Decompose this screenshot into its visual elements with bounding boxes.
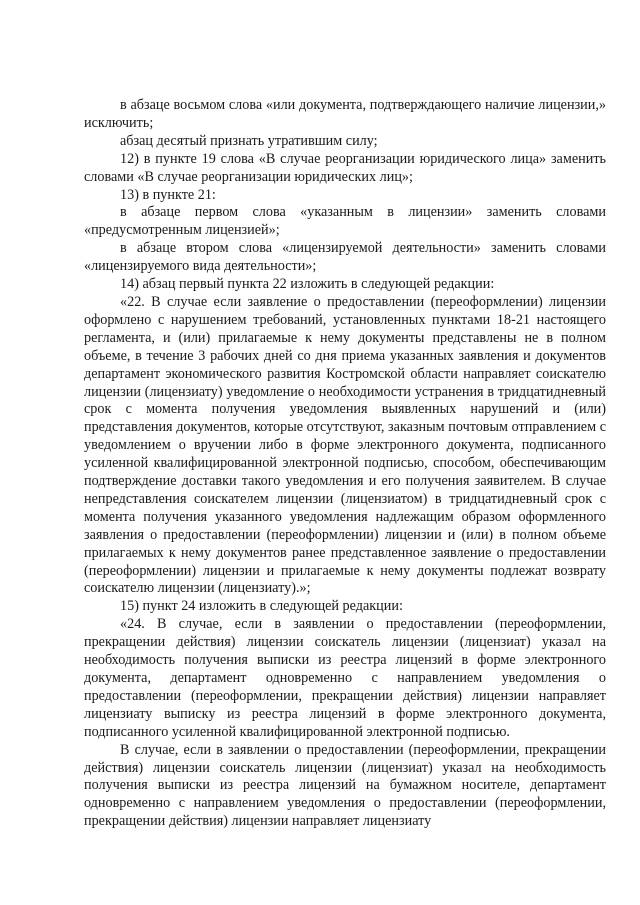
scan-corner-mark: · · (622, 8, 626, 13)
paragraph-item-15: 15) пункт 24 изложить в следующей редакции: (120, 598, 403, 615)
paragraph-abzac-8: в абзаце восьмом слова «или документа, подтверждающего наличие лицензии,» исключить; (84, 97, 606, 131)
paragraph-item-13-first: в абзаце первом слова «указанным в лицензии» заменить словами «предусмотренным лицензией»; (84, 204, 606, 239)
paragraph-item-13: 13) в пункте 21: (120, 186, 216, 203)
paragraph-clause-24: «24. В случае, если в заявлении о предоставлении (переоформлении, прекращении действия) лицензии соискатель лицензии (лицензиат) указал на необходимость получения выписки из реестра лицензий в форме электронного документа, департамент одновременно с направлением уведомления о предоставлении (переоформлении, прекращении действия) лицензии направляет лицензиату выписку из реестра лицензий в форме электронного документа, подписанного усиленной квалифицированной электронной подписью. (84, 616, 606, 740)
paragraph-item-13-second: в абзаце втором слова «лицензируемой деятельности» заменить словами «лицензируемого вида деятельности»; (84, 240, 606, 275)
document-body (84, 97, 606, 831)
paragraph-clause-24-paper: В случае, если в заявлении о предоставлении (переоформлении, прекращении действия) лицензии соискатель лицензии (лицензиат) указал на необходимость получения выписки из реестра лицензий на бумажном носителе, департамент одновременно с направлением уведомления о предоставлении (переоформлении, прекращении действия) лицензии направляет лицензиату (84, 741, 606, 830)
paragraph-item-12: 12) в пункте 19 слова «В случае реорганизации юридического лица» заменить словами «В случае реорганизации юридических лиц»; (84, 150, 606, 185)
paragraph-abzac-10: абзац десятый признать утратившим силу; (120, 132, 378, 149)
paragraph-item-14: 14) абзац первый пункта 22 изложить в следующей редакции: (120, 276, 495, 293)
paragraph-clause-22: «22. В случае если заявление о предоставлении (переоформлении) лицензии оформлено с нарушением требований, установленных пунктами 18-21 настоящего регламента, и (или) прилагаемые к нему документы представлены не в полном объеме, в течение 3 рабочих дней со дня приема указанных заявления и документов департамент экономического развития Костромской области направляет соискателю лицензии (лицензиату) уведомление о необходимости устранения в тридцатидневный срок с момента получения уведомления выявленных нарушений и (или) представления документов, которые отсутствуют, заказным почтовым отправлением с уведомлением о вручении либо в форме электронного документа, подписанного усиленной квалифицированной электронной подписью, способом, обеспечивающим подтверждение доставки такого уведомления и его получения заявителем. В случае непредставления соискателем лицензии (лицензиатом) в тридцатидневный срок с момента получения указанного уведомления надлежащим образом оформленного заявления о предоставлении (переоформлении) лицензии и (или) в полном объеме прилагаемых к нему документов ранее представленное заявление о предоставлении (переоформлении) лицензии и прилагаемые к нему документы подлежат возврату соискателю лицензии (лицензиату).»; (84, 293, 606, 597)
